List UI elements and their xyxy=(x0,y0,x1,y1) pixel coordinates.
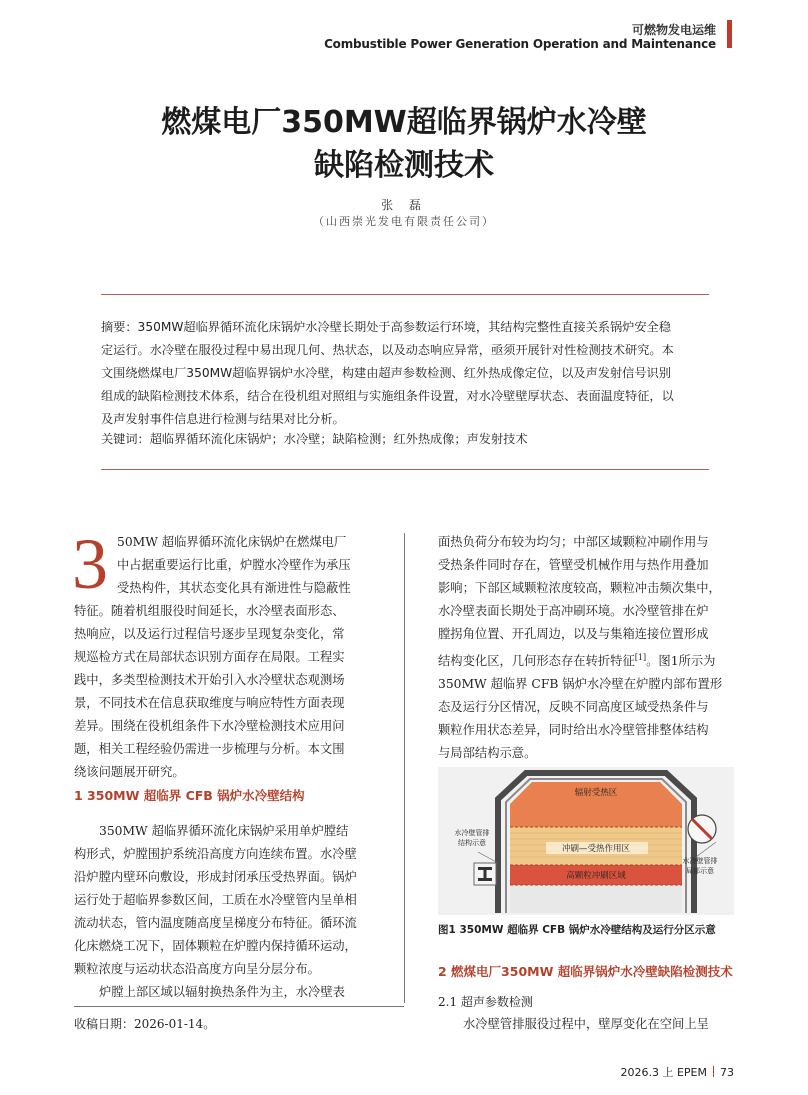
journal-section-en: Combustible Power Generation Operation and Maintenance xyxy=(324,37,716,51)
zone-mid-label: 冲刷—受热作用区 xyxy=(561,844,631,854)
text-line: 差异。围绕在役机组条件下水冷壁检测技术应用问 xyxy=(74,719,345,733)
citation-ref[interactable]: [1] xyxy=(634,653,647,662)
text-line: 特征。随着机组服役时间延长，水冷壁表面形态、 xyxy=(74,604,345,618)
article-title-line1: 燃煤电厂350MW超临界锅炉水冷壁 xyxy=(161,105,647,140)
text-line: 景，不同技术在信息获取维度与响应特性方面表现 xyxy=(74,696,345,710)
text-line: 规巡检方式在局部状态识别方面存在局限。工程实 xyxy=(74,650,345,664)
received-rule xyxy=(74,1006,404,1007)
abstract-line: 组成的缺陷检测技术体系，结合在役机组对照组与实施组条件设置，对水冷壁壁厚状态、表面温度特征，以 xyxy=(101,389,674,403)
label-left-1: 水冷壁管排 xyxy=(454,829,490,837)
keywords: 关键词：超临界循环流化床锅炉；水冷壁；缺陷检测；红外热成像；声发射技术 xyxy=(101,432,528,446)
label-right-2: 局部示意 xyxy=(686,867,714,875)
zone-top-label: 辐射受热区 xyxy=(574,788,618,798)
section-1-body xyxy=(74,820,370,1004)
subsection-2-1-heading: 2.1 超声参数检测 xyxy=(438,995,533,1009)
text-line: 态及运行分区情况，反映不同高度区域受热条件与 xyxy=(438,700,709,715)
text-line: 膛拐角位置、开孔周边，以及与集箱连接位置形成 xyxy=(438,627,709,641)
text-line: 影响；下部区域颗粒浓度较高，颗粒冲击频次集中， xyxy=(438,581,721,595)
text-line: 构形式，炉膛围护系统沿高度方向连续布置。水冷壁 xyxy=(74,847,357,861)
column-divider xyxy=(404,533,405,1003)
text-line: 沿炉膛内壁环向敷设，形成封闭承压受热界面。锅炉 xyxy=(74,870,357,884)
issue-label: 2026.3 上 EPEM xyxy=(620,1066,707,1079)
text-line: 颗粒作用状态差异，同时给出水冷壁管排整体结构 xyxy=(438,723,709,738)
text-line: 水冷壁表面长期处于高冲刷环境。水冷壁管排在炉 xyxy=(438,604,709,618)
intro-body xyxy=(74,600,370,784)
abstract-line: 文围绕燃煤电厂350MW超临界锅炉水冷壁，构建由超声参数检测、红外热成像定位，以及声发射信号识别 xyxy=(101,366,671,380)
text-line: 中占据重要运行比重，炉膛水冷壁作为承压 xyxy=(117,558,351,572)
text-line: 化床燃烧工况下，固体颗粒在炉膛内保持循环运动， xyxy=(74,939,357,953)
intro-indented xyxy=(117,531,370,600)
text-line: 颗粒浓度与运动状态沿高度方向呈分层分布。 xyxy=(74,962,320,976)
author: 张 磊 xyxy=(381,198,427,212)
journal-section-cn: 可燃物发电运维 xyxy=(631,23,716,37)
text-line: 面热负荷分布较为均匀；中部区域颗粒冲刷作用与 xyxy=(438,535,709,549)
drop-cap: 3 xyxy=(72,524,108,604)
text-line: 炉膛上部区域以辐射换热条件为主，水冷壁表 xyxy=(99,985,345,999)
text-line: 题，相关工程经验仍需进一步梳理与分析。本文围 xyxy=(74,742,345,756)
abstract-line: 定运行。水冷壁在服役过程中易出现几何、热状态，以及动态响应异常，亟须开展针对性检测技术研究。本 xyxy=(101,343,674,357)
text-line: 践中，多类型检测技术开始引入水冷壁状态观测场 xyxy=(74,673,345,687)
section-1-heading: 1 350MW 超临界 CFB 锅炉水冷壁结构 xyxy=(74,788,305,803)
boiler-diagram xyxy=(438,767,734,915)
abstract-line: 及声发射事件信息进行检测与结果对比分析。 xyxy=(101,412,345,426)
text-line: 运行处于超临界参数区间，工质在水冷壁管内呈单相 xyxy=(74,893,357,907)
page-number: 73 xyxy=(720,1066,734,1079)
text-line: 350MW 超临界循环流化床锅炉采用单炉膛结 xyxy=(99,824,349,838)
text-line xyxy=(438,646,734,673)
text-line: 350MW 超临界 CFB 锅炉水冷壁在炉膛内部布置形 xyxy=(438,677,723,692)
furnace-hopper xyxy=(510,885,682,913)
page-footer xyxy=(620,1064,734,1080)
affiliation: （山西崇光发电有限责任公司） xyxy=(313,215,495,228)
leader-line xyxy=(696,842,716,857)
abstract-bottom-rule xyxy=(101,469,709,470)
received-date: 收稿日期：2026-01-14。 xyxy=(74,1017,216,1031)
abstract-top-rule xyxy=(101,294,709,295)
text-line: 与局部结构示意。 xyxy=(438,746,537,761)
footer-separator xyxy=(713,1066,714,1077)
abstract xyxy=(101,316,709,431)
text-line: 热响应，以及运行过程信号逐步呈现复杂变化，常 xyxy=(74,627,345,641)
right-column-body xyxy=(438,531,734,765)
subsection-2-1-body: 水冷壁管排服役过程中，壁厚变化在空间上呈 xyxy=(463,1017,709,1031)
text-segment: 。图1所示为 xyxy=(646,654,716,669)
text-line: 流动状态，管内温度随高度呈梯度分布特征。循环流 xyxy=(74,916,357,930)
figure-caption: 图1 350MW 超临界 CFB 锅炉水冷壁结构及运行分区示意 xyxy=(438,924,716,936)
text-line: 绕该问题展开研究。 xyxy=(74,765,185,779)
abstract-line: 摘要：350MW超临界循环流化床锅炉水冷壁长期处于高参数运行环境，其结构完整性直接关系锅炉安全稳 xyxy=(101,320,671,334)
article-title-line2: 缺陷检测技术 xyxy=(314,148,494,183)
label-left-2: 结构示意 xyxy=(458,839,486,847)
section-2-heading: 2 燃煤电厂350MW 超临界锅炉水冷壁缺陷检测技术 xyxy=(438,964,733,979)
label-right-1: 水冷壁管排 xyxy=(682,857,718,865)
figure-1 xyxy=(438,767,734,915)
text-line: 受热构件，其状态变化具有渐进性与隐蔽性 xyxy=(117,581,351,595)
header-accent-bar xyxy=(727,20,732,48)
text-line: 50MW 超临界循环流化床锅炉在燃煤电厂 xyxy=(117,535,347,549)
text-line: 受热条件同时存在，管壁受机械作用与热作用叠加 xyxy=(438,558,709,572)
zone-bot-label: 高颗粒冲刷区域 xyxy=(566,871,626,881)
text-segment: 结构变化区，几何形态存在转折特征 xyxy=(438,654,635,669)
